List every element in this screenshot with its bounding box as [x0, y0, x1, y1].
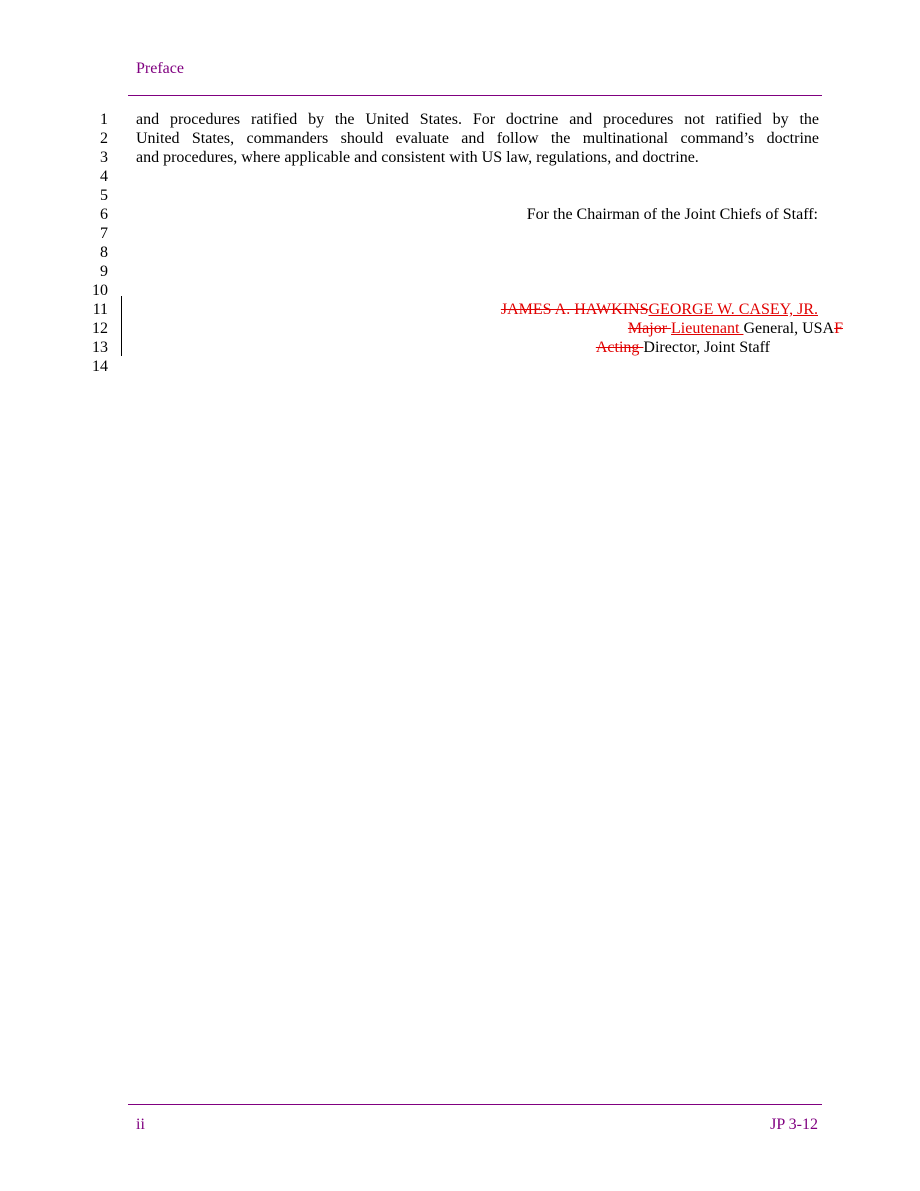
inserted-rank: Lieutenant	[671, 320, 744, 337]
inserted-name: GEORGE W. CASEY, JR.	[648, 301, 818, 318]
line-number: 1	[100, 111, 108, 128]
revision-change-bar	[121, 296, 122, 356]
line-number: 14	[92, 358, 108, 375]
line-number: 5	[100, 187, 108, 204]
deleted-title: Acting	[595, 339, 644, 356]
line-number: 2	[100, 130, 108, 147]
line-number: 11	[92, 301, 108, 318]
paragraph-line: United States, commanders should evaluate and follow the multinational command’s doctrine	[136, 130, 819, 147]
title-text: Director, Joint Staff	[643, 339, 770, 356]
preface-paragraph	[136, 110, 819, 167]
line-number: 6	[100, 206, 108, 223]
line-number: 13	[92, 339, 108, 356]
deleted-rank-suffix: F	[834, 320, 843, 337]
signatory-title	[596, 338, 770, 357]
running-header-title: Preface	[136, 60, 184, 77]
signature-for-line: For the Chairman of the Joint Chiefs of Staff:	[526, 206, 818, 223]
line-number: 8	[100, 244, 108, 261]
footer-rule	[128, 1104, 822, 1105]
page-number: ii	[136, 1116, 145, 1133]
signatory-name	[501, 300, 818, 319]
header-rule	[128, 95, 822, 96]
line-number-column	[80, 110, 108, 376]
deleted-name: JAMES A. HAWKINS	[500, 301, 649, 318]
deleted-rank: Major	[627, 320, 672, 337]
paragraph-line: and procedures, where applicable and consistent with US law, regulations, and doctrine.	[136, 149, 699, 166]
rank-text: General, USA	[743, 320, 835, 337]
line-number: 12	[92, 320, 108, 337]
signatory-rank	[628, 319, 843, 338]
line-number: 4	[100, 168, 108, 185]
line-number: 10	[92, 282, 108, 299]
publication-number: JP 3-12	[770, 1116, 818, 1133]
paragraph-line: and procedures ratified by the United States. For doctrine and procedures not ratified by the	[136, 111, 819, 128]
line-number: 3	[100, 149, 108, 166]
line-number: 9	[100, 263, 108, 280]
line-number: 7	[100, 225, 108, 242]
